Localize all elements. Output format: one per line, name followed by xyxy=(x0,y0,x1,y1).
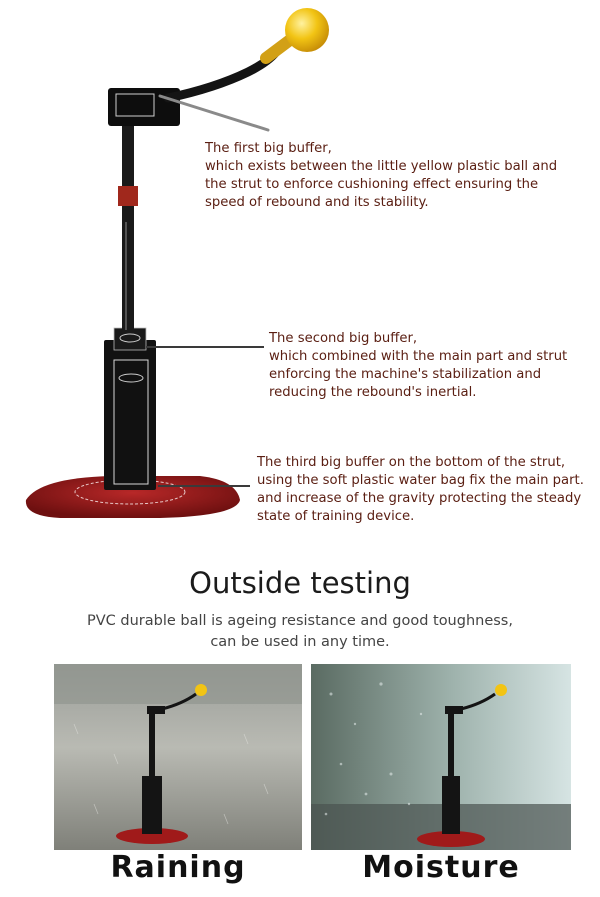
third-buffer-annotation xyxy=(257,454,584,526)
annotation-line: The first big buffer, xyxy=(205,141,332,156)
annotation-line: the strut to enforce cushioning effect ensuring the xyxy=(205,177,539,192)
yellow-ball xyxy=(285,8,329,52)
raining-caption: Raining xyxy=(110,850,246,885)
annotation-line: The second big buffer, xyxy=(269,331,418,346)
raining-photo xyxy=(54,664,302,850)
strut xyxy=(122,110,134,332)
section-subtext xyxy=(0,611,600,653)
annotation-line: enforcing the machine's stabilization and xyxy=(269,367,542,382)
annotation-line: which combined with the main part and strut xyxy=(269,349,568,364)
second-buffer-annotation xyxy=(269,330,567,402)
annotation-line: speed of rebound and its stability. xyxy=(205,195,429,210)
first-buffer-annotation xyxy=(205,140,557,212)
annotation-line: The third big buffer on the bottom of the strut, xyxy=(257,455,566,470)
annotation-line: reducing the rebound's inertial. xyxy=(269,385,477,400)
moisture-caption: Moisture xyxy=(362,850,520,885)
subtext-line: can be used in any time. xyxy=(210,634,390,650)
second-buffer-leader xyxy=(146,346,264,348)
annotation-line: using the soft plastic water bag fix the main part. xyxy=(257,473,584,488)
annotation-line: which exists between the little yellow plastic ball and xyxy=(205,159,558,174)
moisture-photo xyxy=(311,664,571,850)
subtext-line: PVC durable ball is ageing resistance and good toughness, xyxy=(87,613,513,629)
section-heading: Outside testing xyxy=(189,566,411,600)
annotation-line: state of training device. xyxy=(257,509,415,524)
third-buffer-leader xyxy=(158,485,250,487)
annotation-line: and increase of the gravity protecting the steady xyxy=(257,491,582,506)
